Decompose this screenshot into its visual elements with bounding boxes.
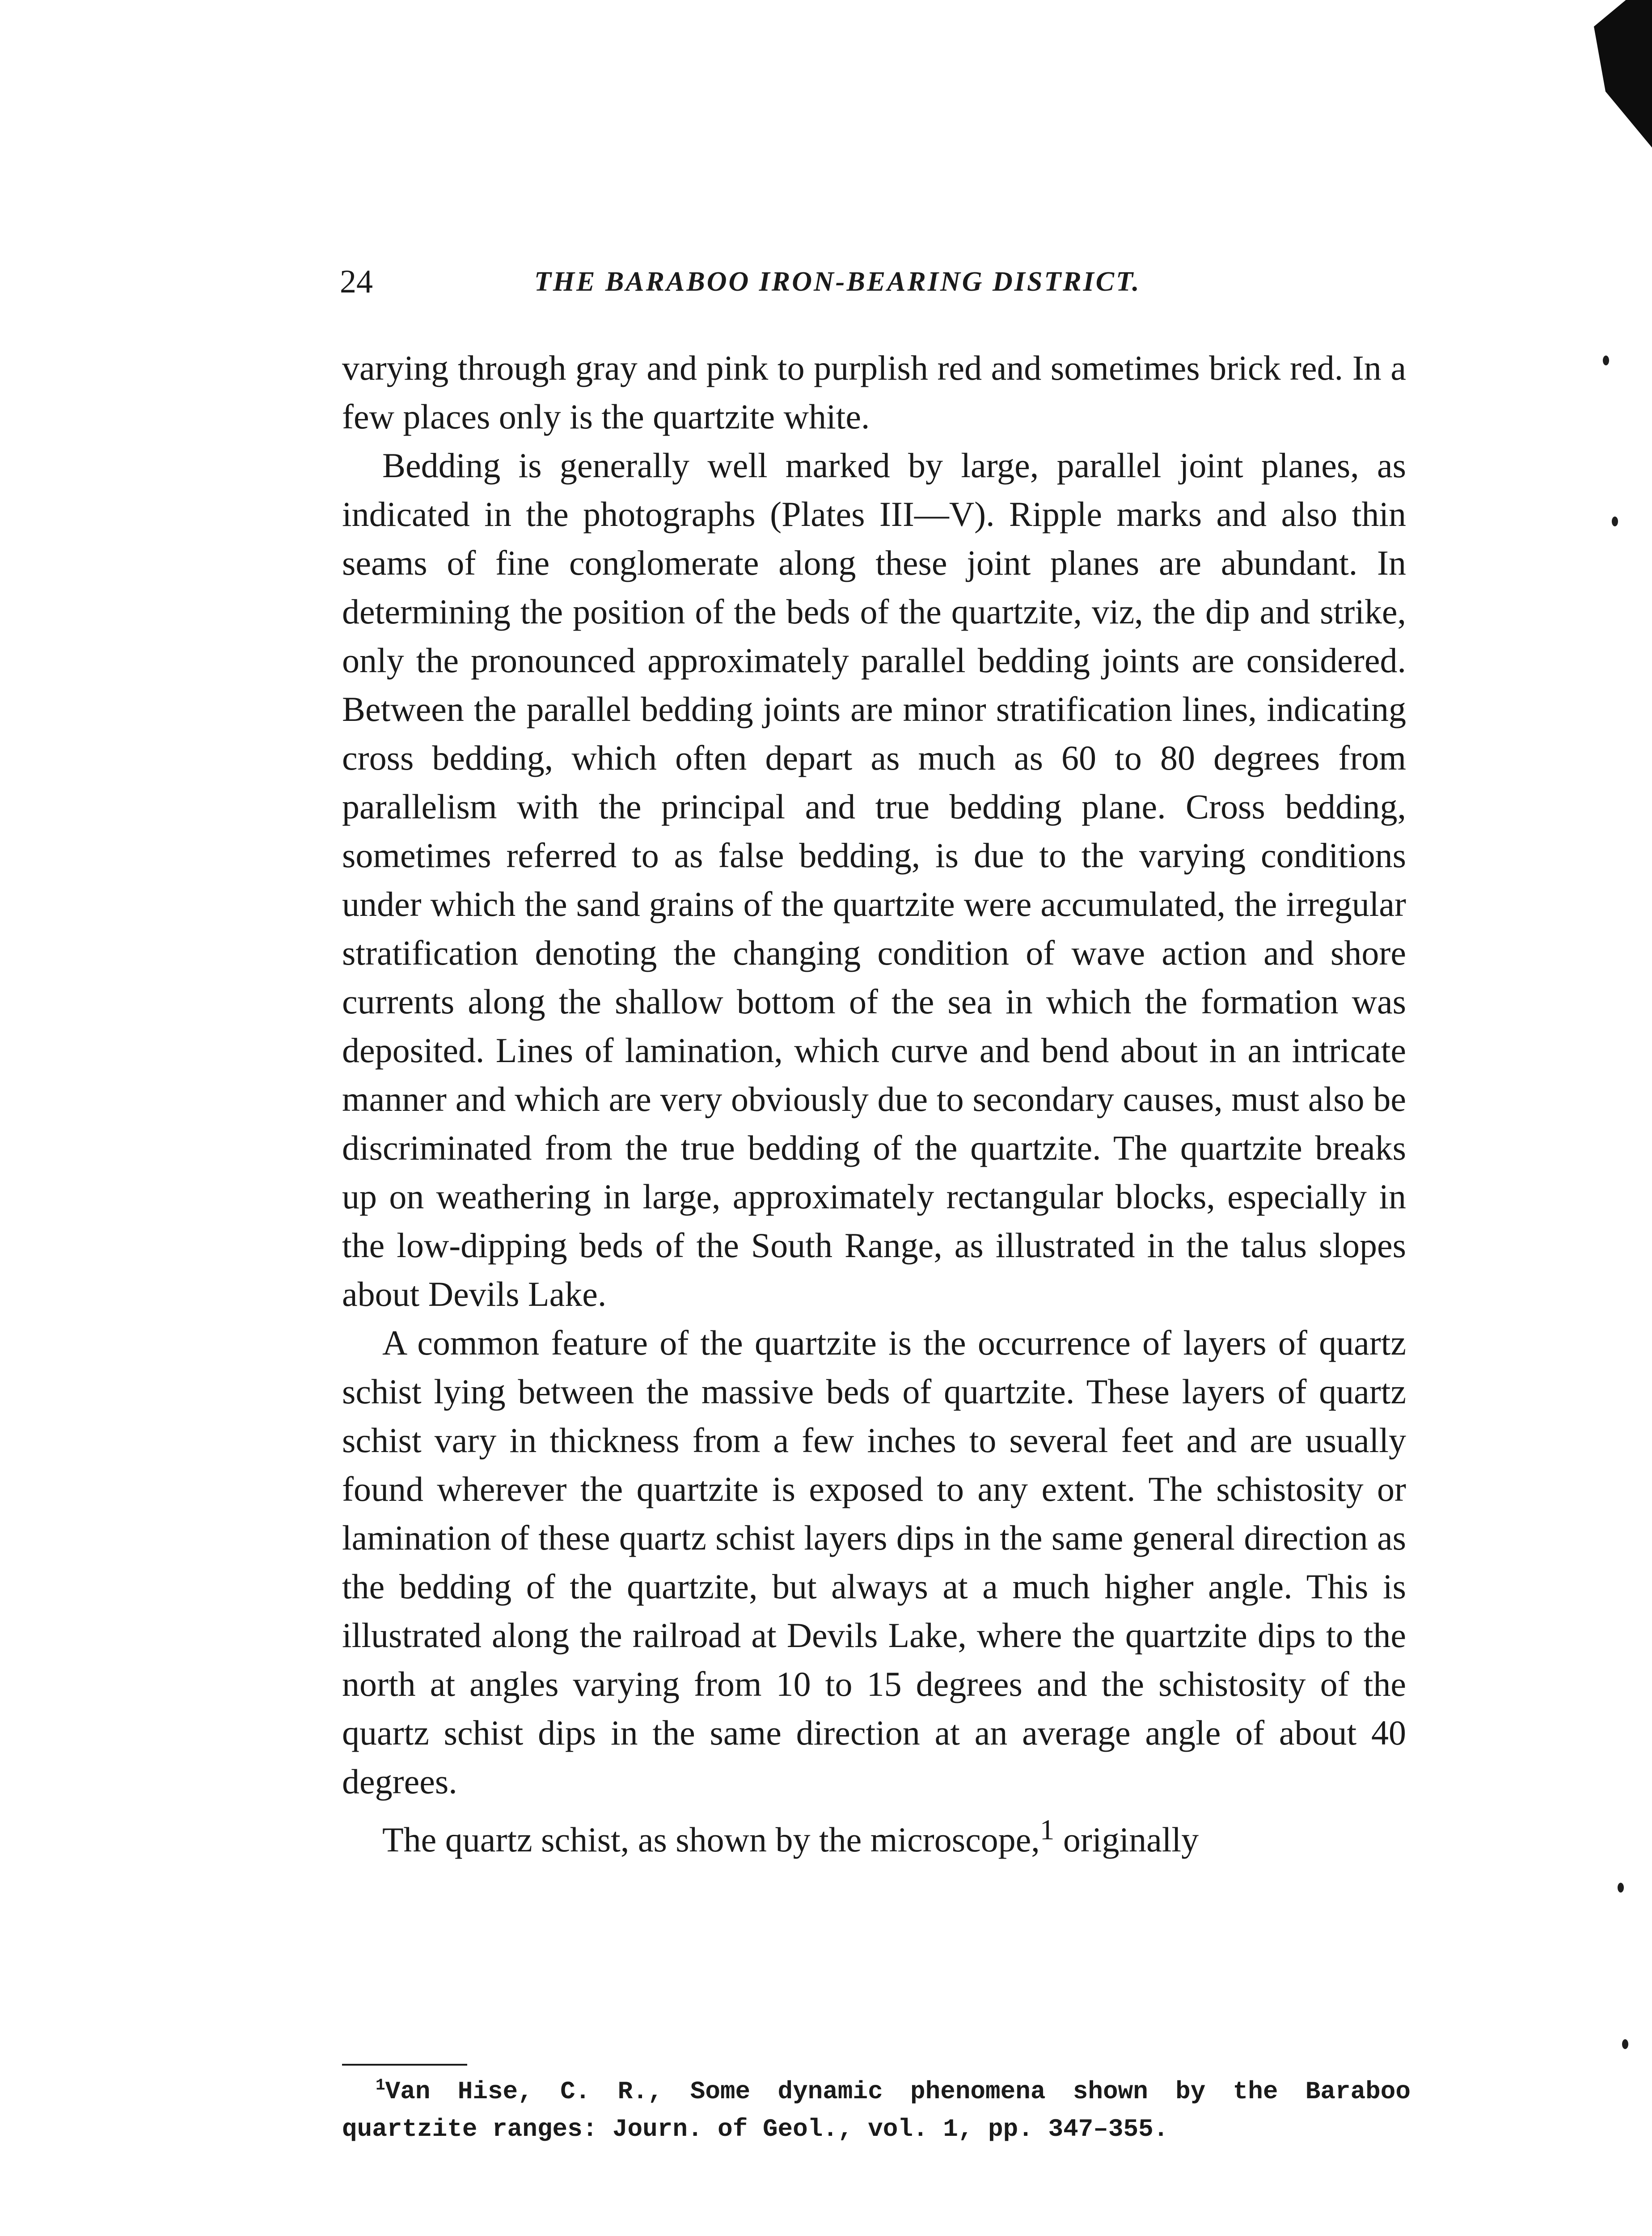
paragraph: Bedding is generally well marked by large, parallel joint planes, as indicated in the photographs (Plates III—V). Ripple marks and also thin seams of fine conglomerate along these joint planes are abundant. In determining the position of the beds of the quartzite, viz, the dip and strike, only the pronounced approximately parallel bedding joints are considered. Between the parallel bedding joints are minor stratification lines, indicating cross bedding, which often depart as much as 60 to 80 degrees from parallelism with the principal and true bedding plane. Cross bedding, sometimes referred to as false bedding, is due to the varying conditions under which the sand grains of the quartzite were accumulated, the irregular stratification denoting the changing condition of wave action and shore currents along the shallow bottom of the sea in which the formation was deposited. Lines of lamination, which curve and bend about in an intricate manner and which are very obviously due to secondary causes, must also be discriminated from the true bedding of the quartzite. The quartzite breaks up on weathering in large, approximately rectangular blocks, especially in the low-dipping beds of the South Range, as illustrated in the talus slopes about Devils Lake.	[342, 446, 1406, 1313]
paragraph	[342, 1806, 1406, 1864]
paragraph-text-continued: originally	[1054, 1820, 1199, 1859]
footnote	[342, 2073, 1411, 2148]
running-header	[340, 257, 1406, 306]
scan-speck	[1612, 517, 1618, 526]
paragraph: varying through gray and pink to purplish red and sometimes brick red. In a few places only is the quartzite white.	[342, 348, 1406, 436]
paragraph: A common feature of the quartzite is the occurrence of layers of quartz schist lying between the massive beds of quartzite. These layers of quartz schist vary in thickness from a few inches to several feet and are usually found wherever the quartzite is exposed to any extent. The schistosity or lamination of these quartz schist layers dips in the same general direction as the bedding of the quartzite, but always at a much higher angle. This is illustrated along the railroad at Devils Lake, where the quartzite dips to the north at angles varying from 10 to 15 degrees and the schistosity of the quartz schist dips in the same direction at an average angle of about 40 degrees.	[342, 1323, 1406, 1801]
scan-speck	[1622, 2039, 1628, 2049]
body-text	[342, 343, 1406, 1864]
running-title: THE BARABOO IRON-BEARING DISTRICT.	[534, 267, 1141, 297]
scan-edge-mark	[1594, 0, 1652, 148]
scan-speck	[1618, 1883, 1624, 1893]
footnote-rule	[342, 2064, 467, 2066]
footnote-marker: 1	[376, 2076, 385, 2095]
page-number: 24	[340, 263, 373, 300]
paragraph-text: The quartz schist, as shown by the microscope,	[382, 1820, 1040, 1859]
footnote-text: Van Hise, C. R., Some dynamic phenomena shown by the Baraboo quartzite ranges: Journ. of Geol., vol. 1, pp. 347–355.	[342, 2077, 1411, 2143]
footnote-reference: 1	[1039, 1814, 1055, 1846]
scan-speck	[1603, 356, 1609, 365]
